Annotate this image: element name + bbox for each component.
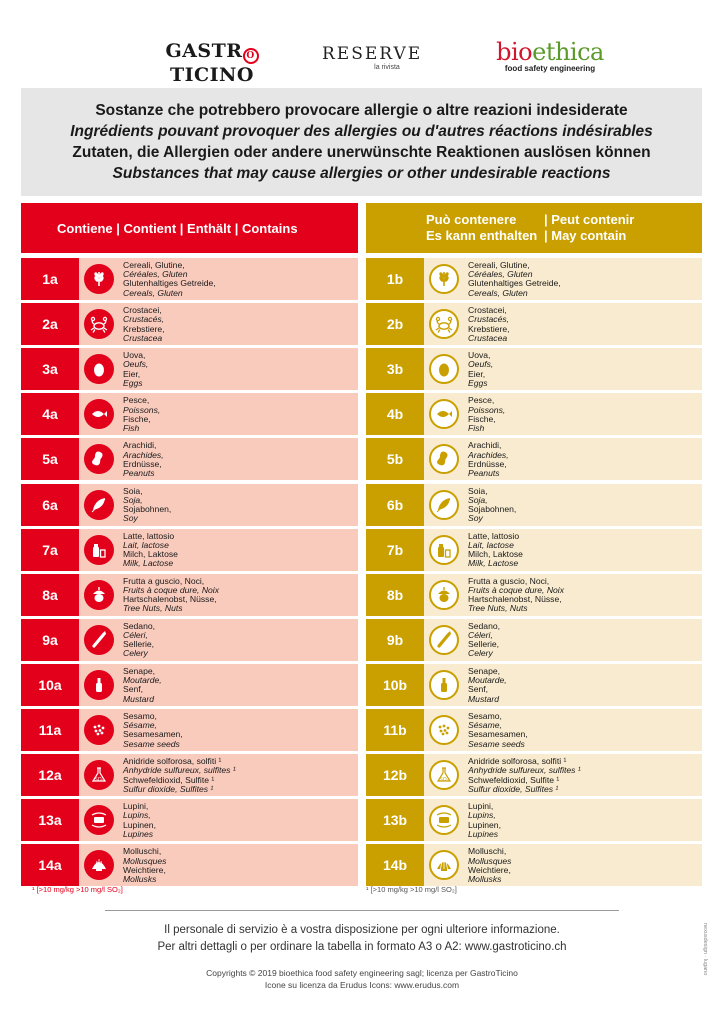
allergen-name-l4: Milk, Lactose	[468, 558, 519, 569]
allergen-name-l2: Fruits à coque dure, Noix	[468, 584, 565, 595]
allergen-code: 13a	[21, 799, 79, 841]
allergen-code: 12b	[366, 754, 424, 796]
allergen-name-l2: Soja,	[468, 494, 488, 505]
allergen-name-l4: Tree Nuts, Nuts	[123, 603, 183, 614]
allergen-code: 10a	[21, 664, 79, 706]
allergen-names	[464, 574, 702, 616]
allergen-code: 3a	[21, 348, 79, 390]
allergen-row-11a	[21, 709, 358, 751]
allergen-row-12b	[366, 754, 702, 796]
side-credit-text: nexusdesign · lugano	[702, 923, 708, 976]
allergen-code: 9b	[366, 619, 424, 661]
allergen-icon-cell	[424, 664, 464, 706]
allergen-icon-cell	[424, 393, 464, 435]
allergen-row-3b	[366, 348, 702, 390]
allergen-name-l1: Crostacei,	[468, 305, 507, 316]
allergen-name-l3: Glutenhaltiges Getreide,	[123, 278, 216, 289]
allergen-row-2b	[366, 303, 702, 345]
allergen-name-l4: Sesame seeds	[468, 738, 525, 749]
allergen-icon-cell	[424, 574, 464, 616]
allergen-name-l1: Senape,	[468, 665, 501, 676]
allergen-name-l3: Schwefeldioxid, Sulfite ¹	[123, 774, 215, 785]
header-logos	[0, 38, 724, 86]
allergen-name-l1: Sesamo,	[123, 711, 157, 721]
allergen-row-13a	[21, 799, 358, 841]
allergen-row-1a	[21, 258, 358, 300]
allergen-name-l1: Frutta a guscio, Noci,	[468, 575, 550, 586]
allergen-row-4b	[366, 393, 702, 435]
allergen-names	[119, 438, 358, 480]
may-contain-fr: | Peut contenir	[544, 212, 635, 227]
allergen-icon-cell	[424, 754, 464, 796]
sesame-icon	[84, 715, 114, 745]
allergen-name-l3: Glutenhaltiges Getreide,	[468, 278, 561, 289]
allergen-name-l3: Weichtiere,	[123, 864, 166, 875]
allergen-name-l1: Soia,	[468, 485, 488, 496]
allergen-code: 12a	[21, 754, 79, 796]
allergen-name-l2: Mollusques	[123, 855, 167, 866]
allergen-name-l3: Senf,	[123, 684, 144, 695]
lupin-icon	[429, 805, 459, 835]
title-box	[21, 88, 702, 196]
allergen-name-l4: Mustard	[468, 693, 500, 704]
allergen-icon-cell	[79, 574, 119, 616]
allergen-names	[464, 754, 702, 796]
allergen-name-l3: Lupinen,	[468, 819, 501, 830]
allergen-name-l3: Lupinen,	[123, 819, 156, 830]
allergen-row-9a	[21, 619, 358, 661]
allergen-name-l4: Mollusks	[123, 873, 157, 884]
allergen-row-5a	[21, 438, 358, 480]
allergen-code: 11b	[366, 709, 424, 751]
gastroticino-name-a: GASTR	[165, 40, 243, 62]
allergen-name-l2: Céréales, Gluten	[468, 269, 533, 280]
bioethica-name-b: ethica	[532, 38, 604, 66]
allergen-name-l4: Peanuts	[123, 468, 155, 478]
allergen-name-l3: Milch, Laktose	[123, 549, 178, 559]
allergen-names	[464, 799, 702, 841]
allergen-code: 1a	[21, 258, 79, 300]
allergen-code: 5b	[366, 438, 424, 480]
allergen-name-l2: Fruits à coque dure, Noix	[123, 584, 220, 595]
bioethica-logo	[490, 38, 610, 73]
allergen-name-l3: Eier,	[468, 368, 486, 379]
allergen-name-l4: Lupines	[123, 828, 154, 839]
allergen-names	[464, 438, 702, 480]
allergen-name-l4: Sulfur dioxide, Sulfites ¹	[123, 783, 214, 794]
gastroticino-name-b: TICINO	[170, 64, 254, 86]
allergen-name-l3: Fische,	[468, 413, 496, 424]
allergen-row-14a	[21, 844, 358, 886]
allergen-name-l3: Milch, Laktose	[468, 549, 523, 559]
flask-label: SO₂	[94, 776, 104, 783]
celery-icon	[429, 625, 459, 655]
allergen-code: 2a	[21, 303, 79, 345]
allergen-name-l4: Crustacea	[468, 332, 508, 343]
allergen-name-l3: Senf,	[468, 684, 489, 695]
allergen-icon-cell	[79, 529, 119, 571]
allergen-name-l3: Sojabohnen,	[123, 503, 172, 514]
side-credit	[700, 925, 710, 995]
allergen-name-l3: Erdnüsse,	[468, 458, 507, 469]
allergen-name-l1: Lupini,	[468, 801, 494, 812]
allergen-name-l1: Latte, lattosio	[123, 530, 175, 541]
allergen-row-6b	[366, 484, 702, 526]
allergen-name-l4: Mustard	[123, 693, 155, 704]
allergen-names	[464, 348, 702, 390]
allergen-names	[119, 529, 358, 571]
allergen-icon-cell	[79, 438, 119, 480]
allergen-row-7a	[21, 529, 358, 571]
allergen-name-l1: Arachidi,	[123, 440, 157, 451]
allergen-code: 6b	[366, 484, 424, 526]
allergen-name-l2: Céleri,	[468, 630, 493, 640]
allergen-name-l1: Sedano,	[123, 620, 156, 631]
copyright-line-2: Icone su licenza da Erudus Icons: www.erudus.com	[264, 980, 460, 990]
bioethica-subtitle: food safety engineering	[504, 64, 596, 73]
contains-header	[21, 203, 358, 253]
footnote-right: ¹ [>10 mg/kg >10 mg/l SO₂]	[366, 885, 457, 894]
info-line-2: Per altri dettagli o per ordinare la tabella in formato A3 o A2: www.gastroticino.ch	[157, 941, 567, 953]
wheat-icon	[84, 264, 114, 294]
allergen-icon-cell	[79, 484, 119, 526]
allergen-icon-cell	[424, 438, 464, 480]
gastroticino-ring: O	[243, 48, 259, 64]
title-de: Zutaten, die Allergien oder andere unerwünschte Reaktionen auslösen können	[72, 144, 651, 161]
soy-icon	[84, 490, 114, 520]
allergen-icon-cell	[79, 348, 119, 390]
allergen-name-l1: Molluschi,	[123, 846, 162, 857]
allergen-name-l1: Frutta a guscio, Noci,	[123, 575, 205, 586]
allergen-icon-cell	[424, 619, 464, 661]
title-it: Sostanze che potrebbero provocare allergie o altre reazioni indesiderate	[95, 102, 628, 119]
allergen-code: 3b	[366, 348, 424, 390]
allergen-icon-cell	[424, 303, 464, 345]
footnote-left: ¹ [>10 mg/kg >10 mg/l SO₂]	[32, 885, 123, 894]
allergen-row-10a	[21, 664, 358, 706]
nut-icon	[84, 580, 114, 610]
allergen-name-l1: Pesce,	[123, 395, 150, 406]
allergen-names	[119, 393, 358, 435]
allergen-name-l4: Cereals, Gluten	[123, 287, 183, 298]
egg-icon	[429, 354, 459, 384]
reserve-subtitle: la rivista	[374, 64, 400, 71]
allergen-name-l2: Crustacés,	[123, 314, 165, 325]
allergen-name-l4: Soy	[123, 513, 138, 524]
allergen-name-l3: Sojabohnen,	[468, 503, 517, 514]
allergen-name-l4: Crustacea	[123, 332, 163, 343]
allergen-name-l2: Lait, lactose	[468, 539, 514, 550]
may-contain-it: Può contenere	[426, 212, 517, 227]
allergen-names	[464, 844, 702, 886]
may-contain-header	[366, 203, 702, 253]
allergen-name-l2: Moutarde,	[468, 675, 507, 686]
copyright-line-1: Copyrights © 2019 bioethica food safety engineering sagl; licenza per GastroTicino	[206, 968, 518, 978]
allergen-name-l2: Mollusques	[468, 855, 512, 866]
allergen-name-l2: Moutarde,	[123, 675, 162, 686]
soy-icon	[429, 490, 459, 520]
allergen-name-l2: Lait, lactose	[123, 539, 169, 550]
reserve-name: RESERVE	[322, 44, 423, 64]
allergen-name-l2: Lupins,	[468, 810, 496, 821]
allergen-names	[464, 258, 702, 300]
allergen-row-8a	[21, 574, 358, 616]
allergen-name-l3: Sesamesamen,	[468, 729, 528, 740]
allergen-name-l4: Lupines	[468, 828, 499, 839]
allergen-names	[464, 303, 702, 345]
allergen-name-l1: Uova,	[468, 350, 491, 361]
may-contain-en: | May contain	[544, 228, 627, 243]
allergen-code: 10b	[366, 664, 424, 706]
allergen-icon-cell	[424, 258, 464, 300]
allergen-row-11b	[366, 709, 702, 751]
fish-icon	[84, 399, 114, 429]
allergen-name-l3: Erdnüsse,	[123, 458, 162, 469]
fish-icon	[429, 399, 459, 429]
allergen-name-l1: Senape,	[123, 665, 156, 676]
allergen-row-2a	[21, 303, 358, 345]
allergen-name-l3: Krebstiere,	[468, 323, 510, 334]
milk-icon	[429, 535, 459, 565]
allergen-name-l1: Sesamo,	[468, 711, 502, 721]
allergen-name-l2: Soja,	[123, 494, 143, 505]
allergen-name-l3: Sesamesamen,	[123, 729, 183, 740]
peanut-icon	[84, 444, 114, 474]
allergen-name-l3: Hartschalenobst, Nüsse,	[468, 594, 562, 605]
allergen-icon-cell	[79, 754, 119, 796]
allergen-code: 11a	[21, 709, 79, 751]
allergen-icon-cell	[79, 709, 119, 751]
allergen-code: 5a	[21, 438, 79, 480]
allergen-names	[464, 393, 702, 435]
allergen-code: 1b	[366, 258, 424, 300]
allergen-names	[464, 619, 702, 661]
sulphite-flask-icon	[84, 760, 114, 790]
sulphite-flask-icon	[429, 760, 459, 790]
allergen-name-l4: Sulfur dioxide, Sulfites ¹	[468, 783, 559, 794]
mollusc-shell-icon	[429, 850, 459, 880]
allergen-row-1b	[366, 258, 702, 300]
mollusc-shell-icon	[84, 850, 114, 880]
title-fr: Ingrédients pouvant provoquer des allergies ou d'autres réactions indésirables	[70, 123, 653, 140]
allergen-name-l1: Anidride solforosa, solfiti ¹	[123, 756, 222, 767]
peanut-icon	[429, 444, 459, 474]
allergen-names	[119, 484, 358, 526]
allergen-names	[119, 664, 358, 706]
allergen-names	[119, 799, 358, 841]
allergen-name-l4: Soy	[468, 513, 483, 524]
allergen-name-l2: Poissons,	[468, 404, 506, 415]
allergen-name-l1: Cereali, Glutine,	[123, 260, 185, 270]
allergen-names	[119, 303, 358, 345]
allergen-names	[119, 754, 358, 796]
allergen-code: 6a	[21, 484, 79, 526]
may-contain-de: Es kann enthalten	[426, 228, 538, 243]
info-text	[0, 922, 724, 956]
crab-icon	[84, 309, 114, 339]
allergen-names	[464, 484, 702, 526]
allergen-code: 9a	[21, 619, 79, 661]
allergen-name-l3: Krebstiere,	[123, 323, 165, 334]
allergen-code: 4a	[21, 393, 79, 435]
allergen-icon-cell	[424, 348, 464, 390]
allergen-name-l3: Schwefeldioxid, Sulfite ¹	[468, 774, 560, 785]
allergen-row-8b	[366, 574, 702, 616]
allergen-name-l1: Molluschi,	[468, 846, 507, 857]
allergen-name-l1: Latte, lattosio	[468, 530, 520, 541]
allergen-name-l4: Fish	[123, 422, 140, 433]
allergen-row-14b	[366, 844, 702, 886]
allergen-names	[119, 709, 358, 751]
allergen-name-l4: Eggs	[123, 377, 143, 388]
allergen-name-l2: Crustacés,	[468, 314, 510, 325]
info-line-1: Il personale di servizio è a vostra disposizione per ogni ulteriore informazione.	[164, 924, 560, 936]
allergen-name-l4: Celery	[468, 648, 493, 659]
allergen-name-l3: Fische,	[123, 413, 151, 424]
allergen-icon-cell	[79, 619, 119, 661]
allergen-row-10b	[366, 664, 702, 706]
allergen-code: 2b	[366, 303, 424, 345]
allergen-icon-cell	[79, 664, 119, 706]
allergen-name-l1: Arachidi,	[468, 440, 502, 451]
allergen-name-l4: Eggs	[468, 377, 488, 388]
allergen-row-4a	[21, 393, 358, 435]
allergen-name-l4: Tree Nuts, Nuts	[468, 603, 528, 614]
allergen-name-l4: Peanuts	[468, 468, 500, 478]
divider	[105, 910, 619, 911]
allergen-icon-cell	[424, 799, 464, 841]
allergen-name-l4: Cereals, Gluten	[468, 287, 528, 298]
allergen-code: 8a	[21, 574, 79, 616]
egg-icon	[84, 354, 114, 384]
allergen-row-3a	[21, 348, 358, 390]
allergen-name-l3: Eier,	[123, 368, 141, 379]
mustard-icon	[84, 670, 114, 700]
allergen-name-l4: Celery	[123, 648, 148, 659]
allergen-icon-cell	[424, 529, 464, 571]
allergen-name-l1: Anidride solforosa, solfiti ¹	[468, 756, 567, 767]
allergen-code: 7b	[366, 529, 424, 571]
allergen-name-l3: Hartschalenobst, Nüsse,	[123, 594, 217, 605]
allergen-row-9b	[366, 619, 702, 661]
allergen-icon-cell	[424, 709, 464, 751]
allergen-name-l4: Milk, Lactose	[123, 558, 174, 569]
allergen-code: 14b	[366, 844, 424, 886]
allergen-icon-cell	[424, 484, 464, 526]
copyright	[0, 967, 724, 991]
allergen-names	[119, 619, 358, 661]
allergen-code: 14a	[21, 844, 79, 886]
allergen-names	[119, 258, 358, 300]
allergen-names	[119, 844, 358, 886]
allergen-code: 7a	[21, 529, 79, 571]
celery-icon	[84, 625, 114, 655]
allergen-name-l3: Sellerie,	[123, 639, 155, 650]
mustard-icon	[429, 670, 459, 700]
allergen-code: 4b	[366, 393, 424, 435]
allergen-name-l4: Sesame seeds	[123, 738, 180, 749]
allergen-name-l4: Fish	[468, 422, 485, 433]
allergen-icon-cell	[424, 844, 464, 886]
allergen-names	[464, 664, 702, 706]
allergen-row-5b	[366, 438, 702, 480]
allergen-name-l2: Oeufs,	[123, 359, 149, 370]
allergen-name-l2: Sésame,	[468, 720, 502, 731]
crab-icon	[429, 309, 459, 339]
nut-icon	[429, 580, 459, 610]
allergen-name-l2: Arachides,	[123, 449, 164, 460]
allergen-icon-cell	[79, 799, 119, 841]
title-en: Substances that may cause allergies or other undesirable reactions	[112, 165, 611, 182]
allergen-code: 13b	[366, 799, 424, 841]
allergen-name-l1: Cereali, Glutine,	[468, 260, 530, 270]
allergen-icon-cell	[79, 393, 119, 435]
contains-header-label: Contiene | Contient | Enthält | Contains	[57, 220, 298, 236]
allergen-name-l2: Anhydride sulfureux, sulfites ¹	[468, 765, 581, 776]
allergen-name-l2: Anhydride sulfureux, sulfites ¹	[123, 765, 236, 776]
milk-icon	[84, 535, 114, 565]
allergen-name-l3: Weichtiere,	[468, 864, 511, 875]
allergen-names	[119, 574, 358, 616]
allergen-name-l2: Céréales, Gluten	[123, 269, 188, 280]
allergen-code: 8b	[366, 574, 424, 616]
allergen-name-l1: Uova,	[123, 350, 146, 361]
allergen-row-7b	[366, 529, 702, 571]
allergen-name-l3: Sellerie,	[468, 639, 500, 650]
lupin-icon	[84, 805, 114, 835]
sesame-icon	[429, 715, 459, 745]
allergen-names	[464, 529, 702, 571]
allergen-name-l4: Mollusks	[468, 873, 502, 884]
flask-label: SO₂	[439, 776, 449, 783]
bioethica-name-a: bio	[496, 38, 533, 66]
allergen-name-l2: Poissons,	[123, 404, 161, 415]
allergen-name-l1: Pesce,	[468, 395, 495, 406]
allergen-name-l1: Lupini,	[123, 801, 149, 812]
reserve-logo	[322, 44, 422, 71]
allergen-name-l2: Arachides,	[468, 449, 509, 460]
allergen-names	[464, 709, 702, 751]
allergen-name-l2: Sésame,	[123, 720, 157, 731]
allergen-name-l2: Oeufs,	[468, 359, 494, 370]
allergen-name-l1: Soia,	[123, 485, 143, 496]
allergen-icon-cell	[79, 844, 119, 886]
allergen-name-l2: Céleri,	[123, 630, 148, 640]
wheat-icon	[429, 264, 459, 294]
allergen-icon-cell	[79, 258, 119, 300]
allergen-icon-cell	[79, 303, 119, 345]
allergen-row-6a	[21, 484, 358, 526]
allergen-row-13b	[366, 799, 702, 841]
allergen-name-l1: Crostacei,	[123, 305, 162, 316]
allergen-names	[119, 348, 358, 390]
allergen-name-l2: Lupins,	[123, 810, 151, 821]
allergen-name-l1: Sedano,	[468, 620, 501, 631]
allergen-row-12a	[21, 754, 358, 796]
